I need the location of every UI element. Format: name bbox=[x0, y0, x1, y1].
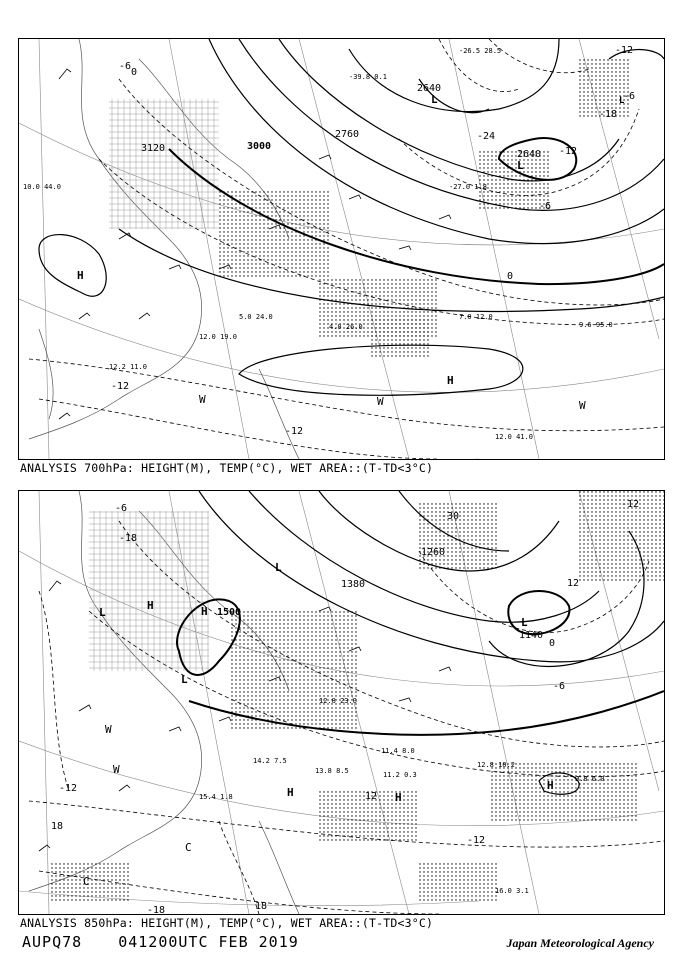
isotherm-label: -6 bbox=[623, 91, 636, 102]
isotherm-label: -6 bbox=[553, 681, 566, 692]
low-center: L bbox=[517, 159, 524, 172]
contour-label: 3120 bbox=[141, 143, 166, 154]
contour-label: 2760 bbox=[335, 129, 360, 140]
contour-label: 3000 bbox=[247, 141, 272, 152]
warm-marker: W bbox=[377, 395, 384, 408]
station-obs: 5.0 24.0 bbox=[239, 313, 273, 321]
isotherm-label: -18 bbox=[147, 905, 166, 914]
isotherm-label: -12 bbox=[621, 499, 640, 510]
isotherm-label: -12 bbox=[285, 426, 304, 437]
high-center: H bbox=[147, 599, 154, 612]
high-center: H bbox=[287, 786, 294, 799]
contour-label: 1500 bbox=[217, 607, 242, 618]
isotherm-label: 12 bbox=[365, 791, 378, 802]
warm-marker: W bbox=[579, 399, 586, 412]
isotherm-label: 12 bbox=[567, 578, 580, 589]
agency-credit: Japan Meteorological Agency bbox=[506, 936, 654, 950]
low-center: L bbox=[619, 96, 625, 106]
high-center: H bbox=[395, 791, 402, 804]
high-center: H bbox=[201, 605, 208, 618]
isotherm-label: 0 bbox=[549, 638, 556, 649]
warm-marker: W bbox=[199, 393, 206, 406]
low-center: L bbox=[275, 561, 282, 574]
contour-label: 2640 bbox=[417, 83, 442, 94]
isotherm-label: -12 bbox=[111, 381, 130, 392]
station-obs: -26.5 28.5 bbox=[459, 47, 502, 55]
isotherm-label: -24 bbox=[477, 131, 496, 142]
low-center: L bbox=[99, 606, 106, 619]
station-obs: 12.0 41.0 bbox=[495, 433, 533, 441]
map-panel-700hpa bbox=[18, 38, 665, 460]
station-obs: 11.4 8.0 bbox=[381, 747, 415, 755]
station-obs: 7.0 12.0 bbox=[459, 313, 493, 321]
chart-700hpa bbox=[19, 39, 664, 459]
hatched-region bbox=[109, 99, 219, 229]
station-obs: -39.8 0.1 bbox=[349, 73, 387, 81]
high-center: H bbox=[547, 779, 554, 792]
cold-marker: C bbox=[83, 875, 90, 888]
bulletin-code: AUPQ78 bbox=[22, 933, 83, 951]
isotherm-label: -6 bbox=[539, 201, 552, 212]
isotherm-label: -12 bbox=[59, 783, 78, 794]
isotherm-label: -12 bbox=[615, 45, 634, 56]
isotherm-label: 0 bbox=[131, 67, 138, 78]
station-obs: 15.4 1.8 bbox=[199, 793, 233, 801]
isotherm-label: -12 bbox=[467, 835, 486, 846]
station-obs: -27.0 1.8 bbox=[449, 183, 487, 191]
station-obs: 16.0 3.1 bbox=[495, 887, 529, 895]
station-obs: 12.8 23.0 bbox=[319, 697, 357, 705]
panel-caption-700hpa: ANALYSIS 700hPa: HEIGHT(M), TEMP(°C), WET AREA::(T-TD<3°C) bbox=[20, 461, 434, 475]
isotherm-label: -30 bbox=[441, 511, 460, 522]
station-obs: 11.2 0.3 bbox=[383, 771, 417, 779]
high-center: H bbox=[447, 374, 454, 387]
station-obs: 12.0 19.0 bbox=[199, 333, 237, 341]
station-obs: 12.8 10.2 bbox=[477, 761, 515, 769]
station-obs: 14.2 7.5 bbox=[253, 757, 287, 765]
isotherm-label: -18 bbox=[599, 109, 618, 120]
isotherm-label: -6 bbox=[115, 503, 128, 514]
station-obs: 12.2 11.0 bbox=[109, 363, 147, 371]
warm-marker: W bbox=[113, 763, 120, 776]
isotherm-label: -18 bbox=[119, 533, 138, 544]
hatched-region bbox=[89, 511, 209, 671]
station-obs: 13.8 8.5 bbox=[315, 767, 349, 775]
station-obs: 9.6 95.0 bbox=[579, 321, 613, 329]
isotherm-label: 0 bbox=[507, 271, 514, 282]
station-obs: 10.0 44.0 bbox=[23, 183, 61, 191]
valid-datetime: 041200UTC FEB 2019 bbox=[118, 933, 299, 951]
contour-label: 2640 bbox=[517, 149, 542, 160]
high-center: H bbox=[77, 269, 84, 282]
isotherm-label: -12 bbox=[559, 146, 578, 157]
low-center: L bbox=[181, 673, 188, 686]
chart-850hpa bbox=[19, 491, 664, 914]
contour-label: 1380 bbox=[341, 579, 366, 590]
panel-caption-850hpa: ANALYSIS 850hPa: HEIGHT(M), TEMP(°C), WET AREA::(T-TD<3°C) bbox=[20, 916, 434, 930]
contour-label: 1140 bbox=[519, 630, 544, 641]
low-center: L bbox=[431, 93, 438, 106]
low-center: L bbox=[521, 616, 528, 629]
isotherm-label: -6 bbox=[119, 61, 132, 72]
isotherm-label: 18 bbox=[255, 901, 268, 912]
isotherm-label: 18 bbox=[51, 821, 64, 832]
contour-label: 1260 bbox=[421, 547, 446, 558]
chart-identifier bbox=[22, 933, 325, 951]
map-panel-850hpa bbox=[18, 490, 665, 915]
station-obs: 9.8 6.0 bbox=[575, 775, 605, 783]
warm-marker: W bbox=[105, 723, 112, 736]
cold-marker: C bbox=[185, 841, 192, 854]
station-obs: 4.0 26.0 bbox=[329, 323, 363, 331]
